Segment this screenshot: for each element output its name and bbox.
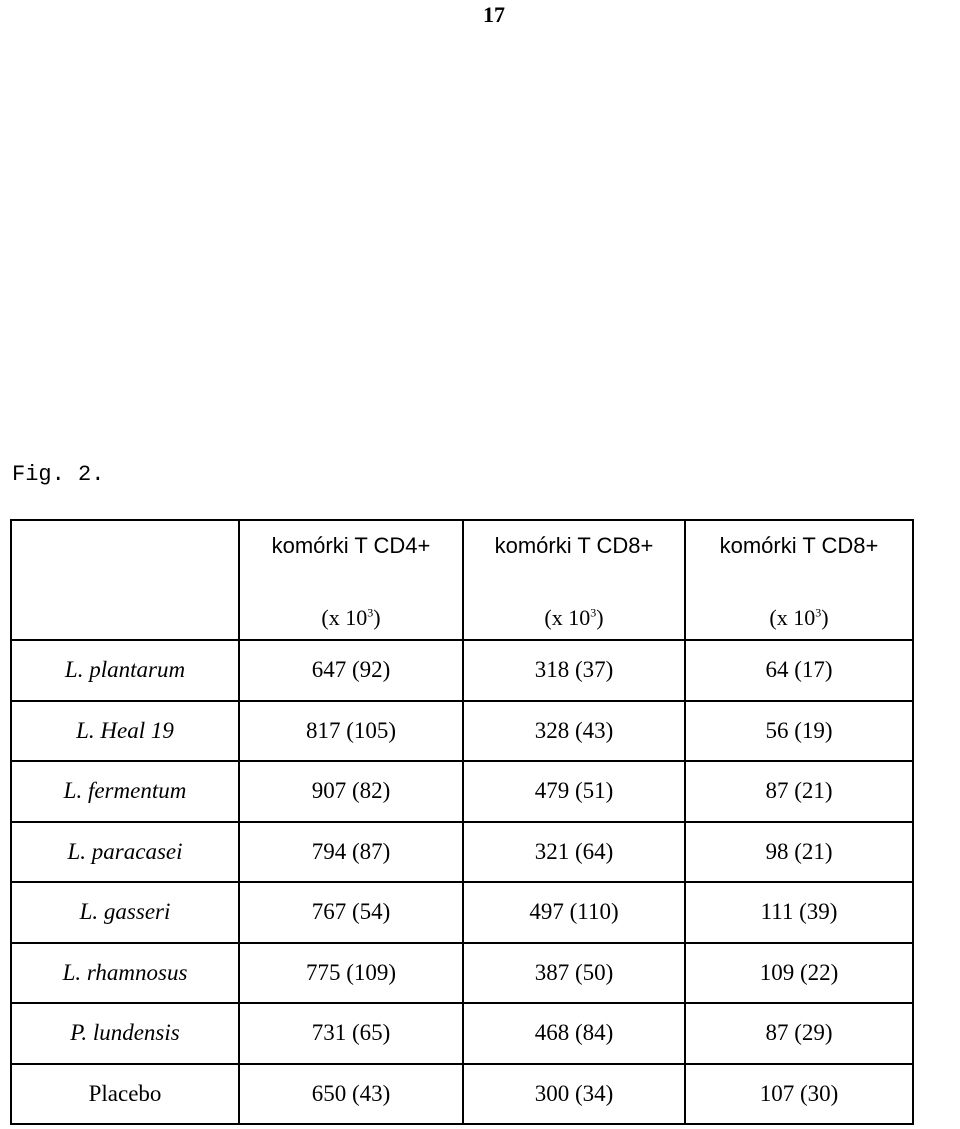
value-cell: 328 (43) — [463, 701, 685, 762]
strain-label: P. lundensis — [11, 1003, 239, 1064]
value-cell: 109 (22) — [685, 943, 913, 1004]
column-title: komórki T CD4+ — [271, 533, 431, 558]
column-title: komórki T CD8+ — [719, 533, 879, 558]
header-cell — [239, 520, 463, 640]
value-cell: 731 (65) — [239, 1003, 463, 1064]
value-cell: 64 (17) — [685, 640, 913, 701]
table-row — [11, 822, 913, 883]
column-title: komórki T CD8+ — [494, 533, 654, 558]
strain-label: L. gasseri — [11, 882, 239, 943]
value-cell: 794 (87) — [239, 822, 463, 883]
table-header-row — [11, 520, 913, 640]
value-cell: 767 (54) — [239, 882, 463, 943]
strain-label: Placebo — [11, 1064, 239, 1125]
strain-label: L. plantarum — [11, 640, 239, 701]
value-cell: 479 (51) — [463, 761, 685, 822]
table-row — [11, 640, 913, 701]
strain-label: L. Heal 19 — [11, 701, 239, 762]
value-cell: 817 (105) — [239, 701, 463, 762]
value-cell: 647 (92) — [239, 640, 463, 701]
value-cell: 907 (82) — [239, 761, 463, 822]
value-cell: 87 (29) — [685, 1003, 913, 1064]
value-cell: 107 (30) — [685, 1064, 913, 1125]
table-row — [11, 882, 913, 943]
table-row — [11, 761, 913, 822]
value-cell: 775 (109) — [239, 943, 463, 1004]
column-unit: (x $10^3$) — [321, 605, 381, 630]
value-cell: 650 (43) — [239, 1064, 463, 1125]
strain-label: L. paracasei — [11, 822, 239, 883]
value-cell: 468 (84) — [463, 1003, 685, 1064]
value-cell: 300 (34) — [463, 1064, 685, 1125]
value-cell: 87 (21) — [685, 761, 913, 822]
value-cell: 98 (21) — [685, 822, 913, 883]
value-cell: 497 (110) — [463, 882, 685, 943]
strain-label: L. rhamnosus — [11, 943, 239, 1004]
header-cell — [685, 520, 913, 640]
value-cell: 321 (64) — [463, 822, 685, 883]
header-empty-cell — [11, 520, 239, 640]
results-table — [10, 519, 914, 1125]
value-cell: 111 (39) — [685, 882, 913, 943]
page-number: 17 — [483, 2, 505, 27]
value-cell: 387 (50) — [463, 943, 685, 1004]
value-cell: 318 (37) — [463, 640, 685, 701]
figure-label: Fig. 2. — [12, 462, 105, 487]
table-row — [11, 1064, 913, 1125]
column-unit: (x $10^3$) — [769, 605, 829, 630]
table-row — [11, 1003, 913, 1064]
column-unit: (x $10^3$) — [544, 605, 604, 630]
table-row — [11, 943, 913, 1004]
table-row — [11, 701, 913, 762]
strain-label: L. fermentum — [11, 761, 239, 822]
header-cell — [463, 520, 685, 640]
value-cell: 56 (19) — [685, 701, 913, 762]
